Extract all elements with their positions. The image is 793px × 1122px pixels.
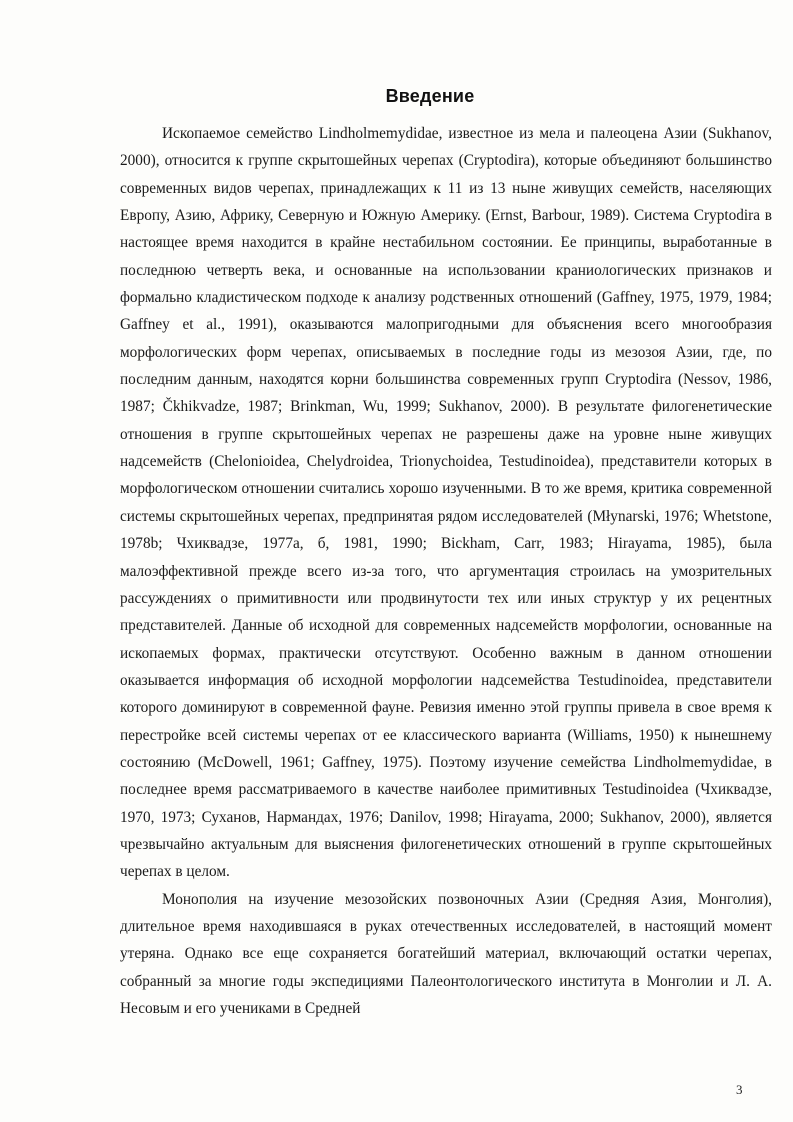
paragraph-intro: Ископаемое семейство Lindholmemydidae, известное из мела и палеоцена Азии (Sukhanov, 2000), относится к группе скрытошейных черепах (Cryptodira), которые объединяют большинство современных видов черепах, принадлежащих к 11 из 13 ныне живущих семейств, населяющих Европу, Азию, Африку, Северную и Южную Америку. (Ernst, Barbour, 1989). Система Cryptodira в настоящее время находится в крайне нестабильном состоянии. Ее принципы, выработанные в последнюю четверть века, и основанные на использовании краниологических признаков и формально кладистическом подходе к анализу родственных отношений (Gaffney, 1975, 1979, 1984; Gaffney et al., 1991), оказываются малопригодными для объяснения всего многообразия морфологических форм черепах, описываемых в последние годы из мезозоя Азии, где, по последним данным, находятся корни большинства современных групп Cryptodira (Nessov, 1986, 1987; Čkhikvadze, 1987; Brinkman, Wu, 1999; Sukhanov, 2000). В результате филогенетические отношения в группе скрытошейных черепах не разрешены даже на уровне ныне живущих надсемейств (Chelonioidea, Chelydroidea, Trionychoidea, Testudinoidea), представители которых в морфологическом отношении считались хорошо изученными. В то же время, критика современной системы скрытошейных черепах, предпринятая рядом исследователей (Młynarski, 1976; Whetstone, 1978b; Чхиквадзе, 1977а, б, 1981, 1990; Bickham, Carr, 1983; Hirayama, 1985), была малоэффективной прежде всего из-за того, что аргументация строилась на умозрительных рассуждениях о примитивности или продвинутости тех или иных структур у их рецентных представителей. Данные об исходной для современных надсемейств морфологии, основанные на ископаемых формах, практически отсутствуют. Особенно важным в данном отношении оказывается информация об исходной морфологии надсемейства Testudinoidea, представители которого доминируют в современной фауне. Ревизия именно этой группы привела в свое время к перестройке всей системы черепах от ее классического варианта (Williams, 1950) к нынешнему состоянию (McDowell, 1961; Gaffney, 1975). Поэтому изучение семейства Lindholmemydidae, в последнее время рассматриваемого в качестве наиболее примитивных Testudinoidea (Чхиквадзе, 1970, 1973; Суханов, Нармандах, 1976; Danilov, 1998; Hirayama, 2000; Sukhanov, 2000), является чрезвычайно актуальным для выяснения филогенетических отношений в группе скрытошейных черепах в целом. bbox=[120, 125, 772, 881]
page-title: Введение bbox=[385, 86, 475, 106]
document-body bbox=[120, 120, 772, 1022]
paragraph-monopoly: Монополия на изучение мезозойских позвоночных Азии (Средняя Азия, Монголия), длительное время находившаяся в руках отечественных исследователей, в настоящий момент утеряна. Однако все еще сохраняется богатейший материал, включающий остатки черепах, собранный за многие годы экспедициями Палеонтологического института в Монголии и Л. А. Несовым и его учениками в Средней bbox=[120, 890, 772, 1017]
page-number: 3 bbox=[736, 1082, 743, 1097]
